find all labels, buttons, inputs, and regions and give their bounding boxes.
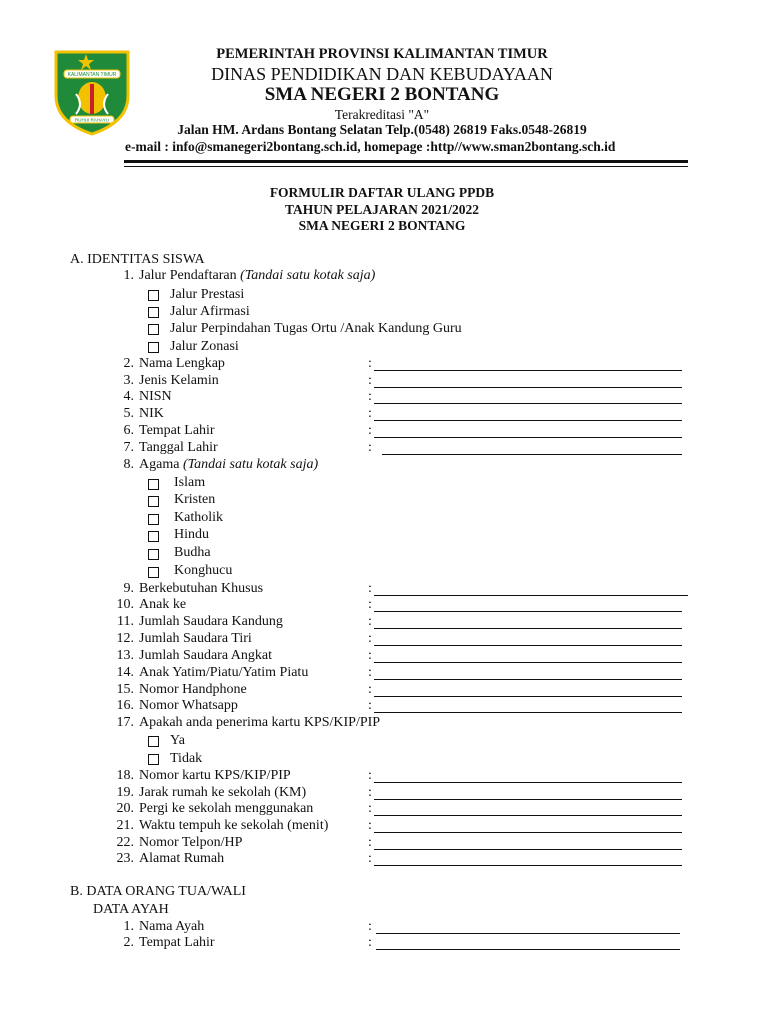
colon: : <box>368 768 372 783</box>
item-number: 1. <box>123 268 134 283</box>
option-kristen: Kristen <box>174 492 216 507</box>
item-number: 21. <box>116 818 134 833</box>
checkbox-islam[interactable] <box>148 479 159 490</box>
option-hindu: Hindu <box>174 527 209 542</box>
colon: : <box>368 835 372 850</box>
item-number: 6. <box>123 423 134 438</box>
letterhead-department: DINAS PENDIDIKAN DAN KEBUDAYAAN <box>211 64 553 84</box>
colon: : <box>368 356 372 371</box>
input-line-berkebutuhan-khusus[interactable] <box>374 595 688 596</box>
input-line-saudara-angkat[interactable] <box>374 662 682 663</box>
option-islam: Islam <box>174 475 206 490</box>
jalur-label: Jalur Pendaftaran (Tandai satu kotak saja) <box>139 268 376 283</box>
input-line-nisn[interactable] <box>374 403 682 404</box>
svg-text:RUHUI RAHAYU: RUHUI RAHAYU <box>75 117 109 123</box>
option-jalur-prestasi: Jalur Prestasi <box>170 287 245 302</box>
colon: : <box>368 698 372 713</box>
checkbox-konghucu[interactable] <box>148 567 159 578</box>
colon: : <box>368 665 372 680</box>
checkbox-jalur-prestasi[interactable] <box>148 290 159 301</box>
item-number: 1. <box>123 919 134 934</box>
input-line-jarak-rumah[interactable] <box>374 799 682 800</box>
item-number: 17. <box>116 715 134 730</box>
field-label-waktu-tempuh: Waktu tempuh ke sekolah (menit) <box>139 818 329 833</box>
item-number: 9. <box>123 581 134 596</box>
item-number: 13. <box>116 648 134 663</box>
colon: : <box>368 935 372 950</box>
data-ayah-subheading: DATA AYAH <box>93 902 169 917</box>
svg-text:KALIMANTAN TIMUR: KALIMANTAN TIMUR <box>67 72 117 78</box>
section-a-heading: A. IDENTITAS SISWA <box>70 252 205 267</box>
letterhead-school-name: SMA NEGERI 2 BONTANG <box>264 84 500 105</box>
input-line-transportasi[interactable] <box>374 815 682 816</box>
field-label-anak-yatim: Anak Yatim/Piatu/Yatim Piatu <box>139 665 309 680</box>
input-line-nomor-whatsapp[interactable] <box>374 712 682 713</box>
letterhead-divider-thin <box>124 166 688 167</box>
item-number: 2. <box>123 356 134 371</box>
colon: : <box>368 801 372 816</box>
kps-question-label: Apakah anda penerima kartu KPS/KIP/PIP <box>139 715 381 730</box>
input-line-nik[interactable] <box>374 420 682 421</box>
field-label-jarak-rumah: Jarak rumah ke sekolah (KM) <box>139 785 307 800</box>
colon: : <box>368 682 372 697</box>
item-number: 5. <box>123 406 134 421</box>
agama-hint: (Tandai satu kotak saja) <box>182 457 319 472</box>
input-line-anak-yatim[interactable] <box>374 679 682 680</box>
field-label-nisn: NISN <box>139 389 172 404</box>
colon: : <box>368 818 372 833</box>
option-konghucu: Konghucu <box>174 563 233 578</box>
field-label-nama-lengkap: Nama Lengkap <box>139 356 225 371</box>
input-line-tempat-lahir[interactable] <box>374 437 682 438</box>
checkbox-kristen[interactable] <box>148 496 159 507</box>
checkbox-jalur-perpindahan[interactable] <box>148 324 159 335</box>
field-label-tanggal-lahir: Tanggal Lahir <box>139 440 218 455</box>
item-number: 8. <box>123 457 134 472</box>
colon: : <box>368 373 372 388</box>
input-line-tanggal-lahir[interactable] <box>382 454 682 455</box>
option-jalur-afirmasi: Jalur Afirmasi <box>170 304 250 319</box>
colon: : <box>368 851 372 866</box>
checkbox-kps-ya[interactable] <box>148 736 159 747</box>
field-label-tempat-lahir-ayah: Tempat Lahir <box>139 935 215 950</box>
form-title: FORMULIR DAFTAR ULANG PPDB <box>269 185 495 200</box>
input-line-jenis-kelamin[interactable] <box>374 387 682 388</box>
input-line-nama-lengkap[interactable] <box>374 370 682 371</box>
item-number: 15. <box>116 682 134 697</box>
item-number: 12. <box>116 631 134 646</box>
input-line-alamat-rumah[interactable] <box>374 865 682 866</box>
form-year: TAHUN PELAJARAN 2021/2022 <box>284 202 479 217</box>
letterhead-accreditation: Terakreditasi "A" <box>334 107 430 122</box>
item-number: 4. <box>123 389 134 404</box>
option-budha: Budha <box>174 545 211 560</box>
letterhead-address: Jalan HM. Ardans Bontang Selatan Telp.(0548) 26819 Faks.0548-26819 <box>177 122 587 137</box>
field-label-tempat-lahir: Tempat Lahir <box>139 423 215 438</box>
colon: : <box>368 614 372 629</box>
section-b-heading: B. DATA ORANG TUA/WALI <box>70 884 246 899</box>
agama-label: Agama (Tandai satu kotak saja) <box>139 457 319 472</box>
item-number: 7. <box>123 440 134 455</box>
input-line-waktu-tempuh[interactable] <box>374 832 682 833</box>
checkbox-kps-tidak[interactable] <box>148 754 159 765</box>
input-line-nomor-kartu[interactable] <box>374 782 682 783</box>
field-label-nama-ayah: Nama Ayah <box>139 919 205 934</box>
option-katholik: Katholik <box>174 510 223 525</box>
input-line-nama-ayah[interactable] <box>376 933 680 934</box>
colon: : <box>368 597 372 612</box>
item-number: 14. <box>116 665 134 680</box>
checkbox-katholik[interactable] <box>148 514 159 525</box>
input-line-saudara-kandung[interactable] <box>374 628 682 629</box>
item-number: 3. <box>123 373 134 388</box>
field-label-berkebutuhan-khusus: Berkebutuhan Khusus <box>139 581 264 596</box>
field-label-saudara-kandung: Jumlah Saudara Kandung <box>139 614 283 629</box>
field-label-nik: NIK <box>139 406 164 421</box>
input-line-nomor-handphone[interactable] <box>374 696 682 697</box>
option-jalur-zonasi: Jalur Zonasi <box>170 339 239 354</box>
colon: : <box>368 648 372 663</box>
colon: : <box>368 389 372 404</box>
item-number: 19. <box>116 785 134 800</box>
checkbox-jalur-afirmasi[interactable] <box>148 307 159 318</box>
item-number: 23. <box>116 851 134 866</box>
field-label-nomor-whatsapp: Nomor Whatsapp <box>139 698 238 713</box>
item-number: 16. <box>116 698 134 713</box>
field-label-nomor-handphone: Nomor Handphone <box>139 682 247 697</box>
letterhead-divider-thick <box>124 160 688 163</box>
colon: : <box>368 581 372 596</box>
checkbox-hindu[interactable] <box>148 531 159 542</box>
field-label-saudara-angkat: Jumlah Saudara Angkat <box>139 648 272 663</box>
colon: : <box>368 423 372 438</box>
item-number: 2. <box>123 935 134 950</box>
letterhead-government: PEMERINTAH PROVINSI KALIMANTAN TIMUR <box>216 46 548 62</box>
option-kps-ya: Ya <box>170 733 185 748</box>
item-number: 22. <box>116 835 134 850</box>
letterhead-contact: e-mail : info@smanegeri2bontang.sch.id, homepage :http//www.sman2bontang.sch.id <box>125 139 616 154</box>
input-line-tempat-lahir-ayah[interactable] <box>376 949 680 950</box>
checkbox-jalur-zonasi[interactable] <box>148 342 159 353</box>
item-number: 18. <box>116 768 134 783</box>
form-school: SMA NEGERI 2 BONTANG <box>298 218 466 233</box>
field-label-alamat-rumah: Alamat Rumah <box>139 851 225 866</box>
option-jalur-perpindahan: Jalur Perpindahan Tugas Ortu /Anak Kandung Guru <box>170 321 462 336</box>
option-kps-tidak: Tidak <box>170 751 203 766</box>
input-line-anak-ke[interactable] <box>374 611 682 612</box>
field-label-anak-ke: Anak ke <box>139 597 187 612</box>
field-label-saudara-tiri: Jumlah Saudara Tiri <box>139 631 252 646</box>
input-line-saudara-tiri[interactable] <box>374 645 682 646</box>
colon: : <box>368 919 372 934</box>
field-label-nomor-kartu: Nomor kartu KPS/KIP/PIP <box>139 768 291 783</box>
colon: : <box>368 440 372 455</box>
input-line-nomor-telpon[interactable] <box>374 849 682 850</box>
jalur-hint: (Tandai satu kotak saja) <box>240 268 376 283</box>
item-number: 20. <box>116 801 134 816</box>
field-label-transportasi: Pergi ke sekolah menggunakan <box>139 801 314 816</box>
colon: : <box>368 631 372 646</box>
field-label-jenis-kelamin: Jenis Kelamin <box>139 373 219 388</box>
checkbox-budha[interactable] <box>148 549 159 560</box>
colon: : <box>368 406 372 421</box>
field-label-nomor-telpon: Nomor Telpon/HP <box>139 835 243 850</box>
item-number: 10. <box>116 597 134 612</box>
item-number: 11. <box>117 614 134 629</box>
colon: : <box>368 785 372 800</box>
